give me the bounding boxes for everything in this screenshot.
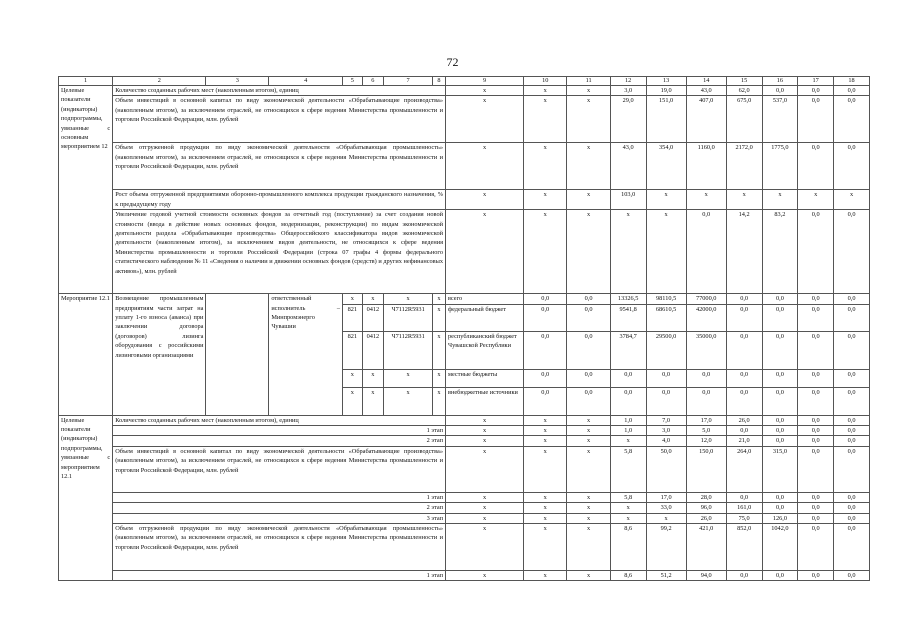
- budget-code: x: [343, 294, 363, 304]
- indicator-value: 0,0: [726, 426, 762, 436]
- indicator-value: 161,0: [726, 503, 762, 513]
- indicator-value: x: [567, 426, 610, 436]
- indicator-value: 0,0: [798, 436, 834, 446]
- indicator-value: 852,0: [726, 524, 762, 571]
- indicator-value: 0,0: [762, 492, 798, 502]
- stage-label: 2 этап: [113, 503, 446, 513]
- budget-code: x: [362, 387, 384, 415]
- funding-value: 0,0: [762, 294, 798, 304]
- funding-value: 0,0: [646, 387, 686, 415]
- funding-source: федеральный бюджет: [446, 304, 524, 331]
- indicator-value: x: [524, 143, 567, 190]
- column-number: 15: [726, 77, 762, 86]
- indicator-value: 96,0: [686, 503, 726, 513]
- funding-source: всего: [446, 294, 524, 304]
- indicator-value: 17,0: [686, 415, 726, 425]
- funding-value: 0,0: [834, 294, 870, 304]
- funding-value: 0,0: [762, 369, 798, 387]
- indicator-value: x: [446, 415, 524, 425]
- funding-source: республиканский бюджет Чувашской Республики: [446, 331, 524, 369]
- indicator-value: 0,0: [834, 436, 870, 446]
- indicator-value: x: [567, 143, 610, 190]
- indicator-value: 0,0: [762, 415, 798, 425]
- indicator-value: 0,0: [798, 96, 834, 143]
- page-number: 72: [446, 55, 459, 69]
- indicator-value: 0,0: [762, 503, 798, 513]
- indicator-value: 26,0: [726, 415, 762, 425]
- indicator-value: 0,0: [798, 571, 834, 581]
- indicator-value: 421,0: [686, 524, 726, 571]
- stage-label: 2 этап: [113, 436, 446, 446]
- funding-value: 0,0: [524, 304, 567, 331]
- indicator-value: x: [567, 210, 610, 294]
- indicator-value: x: [446, 436, 524, 446]
- funding-value: 13326,5: [610, 294, 646, 304]
- indicator-value: x: [524, 503, 567, 513]
- indicator-value: x: [610, 513, 646, 523]
- indicator-value: x: [646, 210, 686, 294]
- indicator-value: x: [646, 190, 686, 210]
- indicator-value: x: [524, 190, 567, 210]
- indicator-value: 0,0: [834, 503, 870, 513]
- funding-value: 0,0: [686, 387, 726, 415]
- indicator-value: x: [567, 190, 610, 210]
- funding-value: 0,0: [834, 304, 870, 331]
- column-number: 17: [798, 77, 834, 86]
- indicator-value: 3,0: [646, 426, 686, 436]
- indicator-value: x: [524, 426, 567, 436]
- funding-value: 0,0: [726, 369, 762, 387]
- indicator-value: 1775,0: [762, 143, 798, 190]
- indicator-name: Объем отгруженной продукции по виду экономической деятельности «Обрабатывающая промышленность» (накопленным итогом), за исключением отраслей, не относящихся к сфере ведения Министерства промышленности и торговли Российской Федерации, млн. рублей: [113, 143, 446, 190]
- budget-code: x: [433, 304, 446, 331]
- indicator-value: 1160,0: [686, 143, 726, 190]
- budget-code: x: [343, 369, 363, 387]
- table-row: [59, 446, 870, 492]
- table-row: [59, 426, 870, 436]
- indicator-value: 8,6: [610, 571, 646, 581]
- indicator-value: 19,0: [646, 86, 686, 96]
- budget-code: x: [433, 369, 446, 387]
- indicator-value: 0,0: [798, 503, 834, 513]
- funding-value: 0,0: [610, 369, 646, 387]
- funding-value: 0,0: [762, 304, 798, 331]
- stage-label: 1 этап: [113, 571, 446, 581]
- column-number: 5: [343, 77, 363, 86]
- indicator-value: 26,0: [686, 513, 726, 523]
- indicator-value: x: [524, 86, 567, 96]
- indicator-value: 264,0: [726, 446, 762, 492]
- table-row: [59, 77, 870, 86]
- budget-code: x: [384, 387, 433, 415]
- indicator-value: 0,0: [834, 96, 870, 143]
- indicator-value: 0,0: [726, 571, 762, 581]
- funding-value: 68610,5: [646, 304, 686, 331]
- indicator-value: 5,8: [610, 446, 646, 492]
- column-number: 12: [610, 77, 646, 86]
- column-number: 18: [834, 77, 870, 86]
- table-row: [59, 294, 870, 304]
- indicator-value: 4,0: [646, 436, 686, 446]
- column-number: 16: [762, 77, 798, 86]
- indicator-value: x: [524, 513, 567, 523]
- indicator-value: x: [567, 415, 610, 425]
- funding-value: 9541,8: [610, 304, 646, 331]
- indicator-name: Объем инвестиций в основной капитал по виду экономической деятельности «Обрабатывающие производства» (накопленным итогом), за исключением отраслей, не относящихся к сфере ведения Министерства промышленности и торговли Российской Федерации, млн. рублей: [113, 446, 446, 492]
- indicator-name: Увеличение годовой учетной стоимости основных фондов за отчетный год (поступление) за счет создания новой стоимости (ввода в действие новых основных фондов, модернизации, реконструкции) по видам экономической деятельности раздела «Обрабатывающие производства» Общероссийского классификатора видов экономической деятельности (накопленным итогом), за исключением видов деятельности, не относящихся к сфере ведения Министерства промышленности и торговли Российской Федерации (строка 07 графы 4 формы федерального статистического наблюдения № 11 «Сведения о наличии и движении основных фондов (средств) и других нефинансовых активов»), млн. рублей: [113, 210, 446, 294]
- column-number: 3: [206, 77, 269, 86]
- indicator-value: 51,2: [646, 571, 686, 581]
- funding-value: 0,0: [567, 369, 610, 387]
- budget-code: 0412: [362, 304, 384, 331]
- funding-value: 0,0: [798, 369, 834, 387]
- indicator-value: x: [646, 513, 686, 523]
- indicator-value: 0,0: [798, 210, 834, 294]
- indicator-value: 43,0: [610, 143, 646, 190]
- column-number: 14: [686, 77, 726, 86]
- indicator-value: x: [524, 415, 567, 425]
- indicator-value: x: [446, 503, 524, 513]
- indicator-value: 8,6: [610, 524, 646, 571]
- indicator-value: 0,0: [834, 446, 870, 492]
- column-number: 8: [433, 77, 446, 86]
- indicator-value: x: [567, 96, 610, 143]
- funding-value: 0,0: [726, 387, 762, 415]
- stage-label: 3 этап: [113, 513, 446, 523]
- indicator-value: x: [446, 524, 524, 571]
- budget-code: 821: [343, 304, 363, 331]
- budget-code: Ч7112R5931: [384, 304, 433, 331]
- indicator-value: x: [567, 446, 610, 492]
- indicator-value: x: [762, 190, 798, 210]
- indicator-name: Количество созданных рабочих мест (накопленным итогом), единиц: [113, 86, 446, 96]
- column-number: 4: [269, 77, 343, 86]
- indicator-value: x: [524, 436, 567, 446]
- funding-value: 0,0: [567, 387, 610, 415]
- funding-value: 0,0: [524, 369, 567, 387]
- indicator-value: 29,0: [610, 96, 646, 143]
- measure-executor: ответственный исполнитель – Минпромэнерго Чувашии: [269, 294, 343, 415]
- indicator-value: x: [524, 446, 567, 492]
- indicator-value: x: [567, 86, 610, 96]
- indicator-value: x: [446, 446, 524, 492]
- funding-value: 35000,0: [686, 331, 726, 369]
- funding-value: 0,0: [726, 304, 762, 331]
- indicator-value: 3,0: [610, 86, 646, 96]
- funding-value: 0,0: [834, 331, 870, 369]
- indicator-value: 50,0: [646, 446, 686, 492]
- indicator-value: 21,0: [726, 436, 762, 446]
- indicator-value: 0,0: [834, 210, 870, 294]
- funding-value: 77000,0: [686, 294, 726, 304]
- funding-value: 0,0: [798, 294, 834, 304]
- indicator-value: 2172,0: [726, 143, 762, 190]
- funding-value: 42000,0: [686, 304, 726, 331]
- indicator-value: 675,0: [726, 96, 762, 143]
- table-row: [59, 436, 870, 446]
- column-number: 10: [524, 77, 567, 86]
- funding-value: 0,0: [798, 331, 834, 369]
- indicator-value: 0,0: [834, 513, 870, 523]
- budget-code: x: [384, 294, 433, 304]
- column-number: 9: [446, 77, 524, 86]
- budget-code: x: [433, 387, 446, 415]
- budget-code: x: [384, 369, 433, 387]
- table-row: [59, 96, 870, 143]
- indicator-value: x: [834, 190, 870, 210]
- budget-code: Ч7112R5931: [384, 331, 433, 369]
- indicator-value: 0,0: [834, 571, 870, 581]
- table-row: [59, 571, 870, 581]
- indicator-value: 1042,0: [762, 524, 798, 571]
- indicator-value: 0,0: [834, 415, 870, 425]
- indicator-value: 0,0: [798, 426, 834, 436]
- program-table: [58, 76, 870, 581]
- indicator-value: 0,0: [762, 571, 798, 581]
- indicator-value: x: [610, 503, 646, 513]
- table-row: [59, 143, 870, 190]
- indicator-value: 0,0: [798, 524, 834, 571]
- funding-value: 0,0: [726, 331, 762, 369]
- indicator-name: Количество созданных рабочих мест (накопленным итогом), единиц: [113, 415, 446, 425]
- funding-value: 0,0: [524, 294, 567, 304]
- indicator-value: 0,0: [762, 436, 798, 446]
- column-number: 2: [113, 77, 206, 86]
- table-row: [59, 492, 870, 502]
- indicator-value: 0,0: [762, 426, 798, 436]
- indicator-value: 0,0: [798, 513, 834, 523]
- indicator-value: x: [446, 96, 524, 143]
- indicator-value: x: [446, 210, 524, 294]
- indicator-value: x: [686, 190, 726, 210]
- table-row: [59, 190, 870, 210]
- indicator-value: x: [524, 571, 567, 581]
- indicator-value: x: [726, 190, 762, 210]
- indicator-value: x: [567, 571, 610, 581]
- indicator-value: 0,0: [798, 492, 834, 502]
- indicator-value: 0,0: [834, 492, 870, 502]
- column-number: 11: [567, 77, 610, 86]
- indicator-value: 75,0: [726, 513, 762, 523]
- funding-value: 0,0: [798, 304, 834, 331]
- funding-value: 0,0: [524, 387, 567, 415]
- indicator-value: 0,0: [798, 415, 834, 425]
- stage-label: 1 этап: [113, 492, 446, 502]
- funding-value: 0,0: [686, 369, 726, 387]
- measure-empty: [206, 294, 269, 415]
- indicator-value: 0,0: [798, 446, 834, 492]
- table-row: [59, 86, 870, 96]
- measure-label: Мероприятие 12.1: [59, 294, 113, 415]
- indicator-value: 126,0: [762, 513, 798, 523]
- column-number: 1: [59, 77, 113, 86]
- indicator-value: 14,2: [726, 210, 762, 294]
- funding-value: 0,0: [834, 369, 870, 387]
- indicator-value: 150,0: [686, 446, 726, 492]
- funding-value: 0,0: [567, 331, 610, 369]
- indicator-value: 12,0: [686, 436, 726, 446]
- budget-code: x: [362, 294, 384, 304]
- budget-code: x: [433, 331, 446, 369]
- column-number: 13: [646, 77, 686, 86]
- indicator-value: x: [567, 492, 610, 502]
- indicator-value: 33,0: [646, 503, 686, 513]
- indicator-value: x: [524, 524, 567, 571]
- funding-value: 29500,0: [646, 331, 686, 369]
- measure-name: Возмещение промышленным предприятиям части затрат на уплату 1-го взноса (аванса) при заключении договора (договоров) лизинга оборудования с российскими лизинговыми организациями: [113, 294, 206, 415]
- indicator-value: x: [446, 571, 524, 581]
- indicator-value: 315,0: [762, 446, 798, 492]
- indicator-value: 5,0: [686, 426, 726, 436]
- indicator-value: 28,0: [686, 492, 726, 502]
- indicator-value: x: [567, 513, 610, 523]
- indicator-value: 0,0: [798, 143, 834, 190]
- indicator-value: x: [567, 524, 610, 571]
- table-row: [59, 210, 870, 294]
- indicator-value: x: [446, 143, 524, 190]
- indicator-value: 0,0: [834, 86, 870, 96]
- funding-value: 0,0: [834, 387, 870, 415]
- indicator-value: 0,0: [798, 86, 834, 96]
- indicator-value: x: [567, 503, 610, 513]
- indicator-value: 5,8: [610, 492, 646, 502]
- funding-value: 0,0: [524, 331, 567, 369]
- indicator-name: Объем отгруженной продукции по виду экономической деятельности «Обрабатывающая промышленность» (накопленным итогом), за исключением отраслей, не относящихся к сфере ведения Министерства промышленности и торговли Российской Федерации, млн. рублей: [113, 524, 446, 571]
- indicator-value: 354,0: [646, 143, 686, 190]
- funding-value: 0,0: [726, 294, 762, 304]
- indicator-value: x: [567, 436, 610, 446]
- table-row: [59, 415, 870, 425]
- table-row: [59, 524, 870, 571]
- funding-value: 0,0: [646, 369, 686, 387]
- indicator-value: 0,0: [834, 524, 870, 571]
- indicator-value: x: [446, 86, 524, 96]
- indicator-value: 0,0: [834, 426, 870, 436]
- funding-value: 0,0: [798, 387, 834, 415]
- funding-value: 0,0: [762, 387, 798, 415]
- indicator-value: 94,0: [686, 571, 726, 581]
- indicator-value: 1,0: [610, 415, 646, 425]
- indicators-label: Целевые показатели (индикаторы) подпрограммы, увязанные с основным мероприятием 12: [59, 86, 113, 294]
- indicator-value: x: [446, 492, 524, 502]
- column-number: 6: [362, 77, 384, 86]
- indicator-value: 0,0: [762, 86, 798, 96]
- indicators-label: Целевые показатели (индикаторы) подпрограммы, увязанные с мероприятием 12.1: [59, 415, 113, 581]
- indicator-value: 7,0: [646, 415, 686, 425]
- table-row: [59, 503, 870, 513]
- funding-value: 0,0: [762, 331, 798, 369]
- budget-code: x: [362, 369, 384, 387]
- indicator-name: Рост объема отгруженной предприятиями оборонно-промышленного комплекса продукции гражданского назначения, % к предыдущему году: [113, 190, 446, 210]
- budget-code: 821: [343, 331, 363, 369]
- indicator-value: x: [446, 190, 524, 210]
- indicator-value: 0,0: [686, 210, 726, 294]
- indicator-value: 17,0: [646, 492, 686, 502]
- funding-value: 98110,5: [646, 294, 686, 304]
- stage-label: 1 этап: [113, 426, 446, 436]
- funding-source: внебюджетные источники: [446, 387, 524, 415]
- indicator-value: 151,0: [646, 96, 686, 143]
- funding-source: местные бюджеты: [446, 369, 524, 387]
- table-row: [59, 513, 870, 523]
- indicator-value: x: [524, 492, 567, 502]
- indicator-value: 103,0: [610, 190, 646, 210]
- indicator-value: x: [446, 426, 524, 436]
- budget-code: x: [433, 294, 446, 304]
- indicator-value: 99,2: [646, 524, 686, 571]
- indicator-value: 43,0: [686, 86, 726, 96]
- indicator-name: Объем инвестиций в основной капитал по виду экономической деятельности «Обрабатывающие производства» (накопленным итогом), за исключением отраслей, не относящихся к сфере ведения Министерства промышленности и торговли Российской Федерации, млн. рублей: [113, 96, 446, 143]
- indicator-value: 62,0: [726, 86, 762, 96]
- indicator-value: x: [610, 210, 646, 294]
- funding-value: 0,0: [567, 294, 610, 304]
- budget-code: 0412: [362, 331, 384, 369]
- indicator-value: 537,0: [762, 96, 798, 143]
- indicator-value: 0,0: [726, 492, 762, 502]
- indicator-value: 1,0: [610, 426, 646, 436]
- funding-value: 0,0: [567, 304, 610, 331]
- indicator-value: 0,0: [834, 143, 870, 190]
- indicator-value: x: [524, 96, 567, 143]
- indicator-value: 407,0: [686, 96, 726, 143]
- column-number: 7: [384, 77, 433, 86]
- funding-value: 3784,7: [610, 331, 646, 369]
- funding-value: 0,0: [610, 387, 646, 415]
- indicator-value: 83,2: [762, 210, 798, 294]
- budget-code: x: [343, 387, 363, 415]
- indicator-value: x: [524, 210, 567, 294]
- indicator-value: x: [798, 190, 834, 210]
- indicator-value: x: [446, 513, 524, 523]
- indicator-value: x: [610, 436, 646, 446]
